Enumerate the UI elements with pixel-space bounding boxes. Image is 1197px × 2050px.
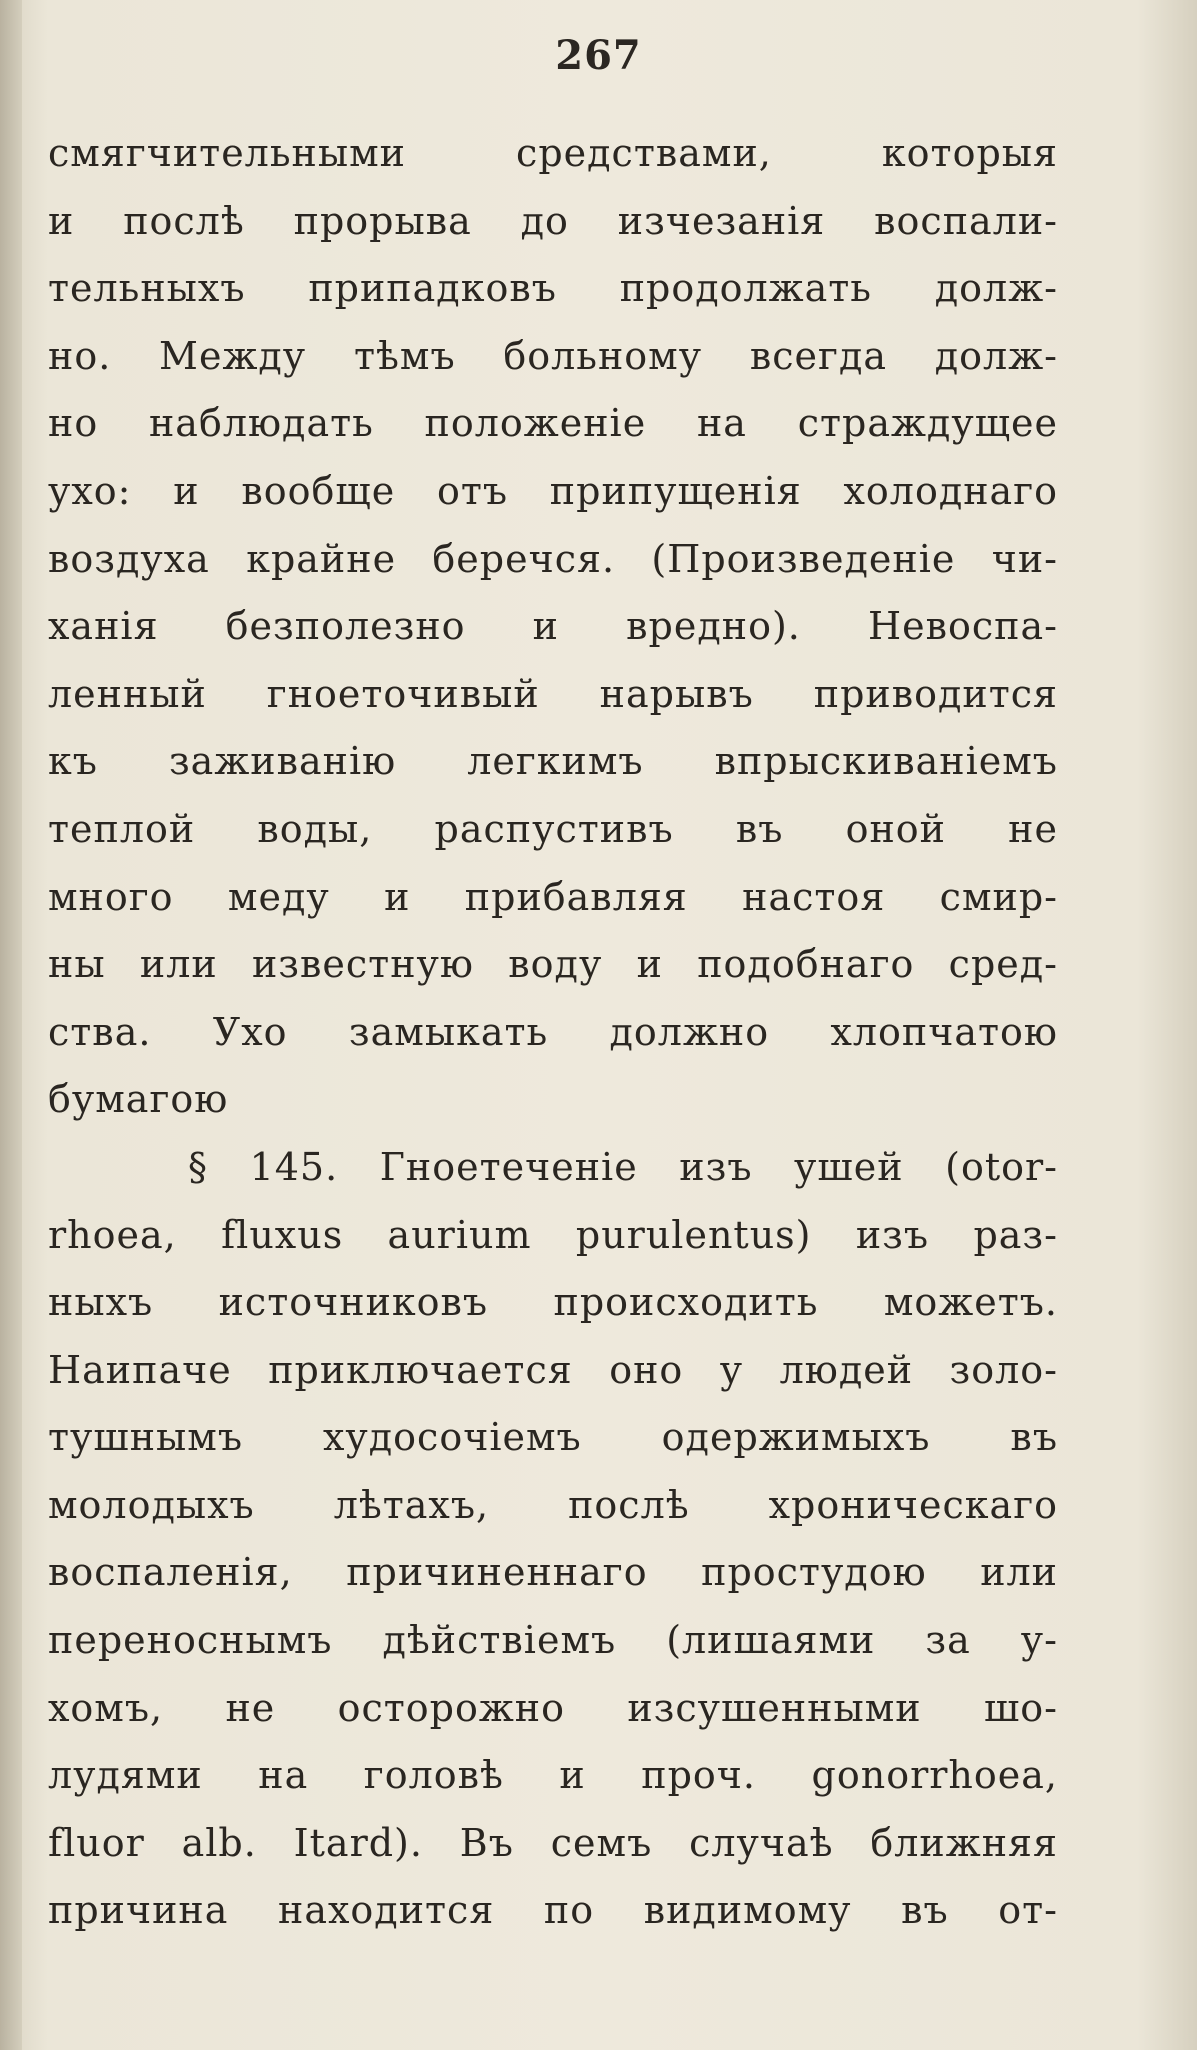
text-line: Наипаче приключается оно у людей золо- — [48, 1347, 1058, 1392]
page-number: 267 — [555, 32, 642, 79]
text-line: тельныхъ припадковъ продолжать долж- — [48, 266, 1058, 311]
text-line: много меду и прибавляя настоя смир- — [48, 874, 1058, 919]
text-line: воздуха крайне беречся. (Произведеніе чи- — [48, 536, 1058, 581]
text-line: rhoea, fluxus aurium purulentus) изъ раз- — [48, 1212, 1058, 1257]
text-line: ханія безполезно и вредно). Невоспа- — [48, 604, 1058, 649]
text-line: причина находится по видимому въ от- — [48, 1888, 1058, 1933]
page-gutter — [0, 0, 22, 2050]
text-line: молодыхъ лѣтахъ, послѣ хроническаго — [48, 1482, 1058, 1527]
text-line: лудями на головѣ и проч. gonorrhoea, — [48, 1753, 1058, 1798]
body-text — [48, 120, 1058, 1945]
text-line: бумагою — [48, 1077, 229, 1122]
text-line: ства. Ухо замыкать должно хлопчатою — [48, 1009, 1058, 1054]
text-line: ухо: и вообще отъ припущенія холоднаго — [48, 468, 1058, 513]
text-line: тушнымъ худосочіемъ одержимыхъ въ — [48, 1415, 1058, 1460]
text-line: теплой воды, распустивъ въ оной не — [48, 806, 1058, 851]
text-line: но наблюдать положеніе на страждущее — [48, 401, 1058, 446]
text-line: воспаленія, причиненнаго простудою или — [48, 1550, 1058, 1595]
section-heading-line: § 145. Гноетеченіе изъ ушей (otor- — [188, 1144, 1058, 1189]
text-line: смягчительными средствами, которыя — [48, 131, 1058, 175]
text-line: къ заживанію легкимъ впрыскиваніемъ — [48, 739, 1058, 784]
text-line: переноснымъ дѣйствіемъ (лишаями за у- — [48, 1618, 1058, 1663]
text-line: но. Между тѣмъ больному всегда долж- — [48, 333, 1058, 378]
text-line: ныхъ источниковъ происходить можетъ. — [48, 1280, 1058, 1325]
text-line: и послѣ прорыва до изчезанія воспали- — [48, 198, 1058, 243]
text-line: ленный гноеточивый нарывъ приводится — [48, 671, 1058, 716]
text-line: хомъ, не осторожно изсушенными шо- — [48, 1685, 1058, 1730]
text-line: ны или известную воду и подобнаго сред- — [48, 942, 1058, 987]
text-line: fluor alb. Itard). Въ семъ случаѣ ближняя — [48, 1820, 1058, 1865]
